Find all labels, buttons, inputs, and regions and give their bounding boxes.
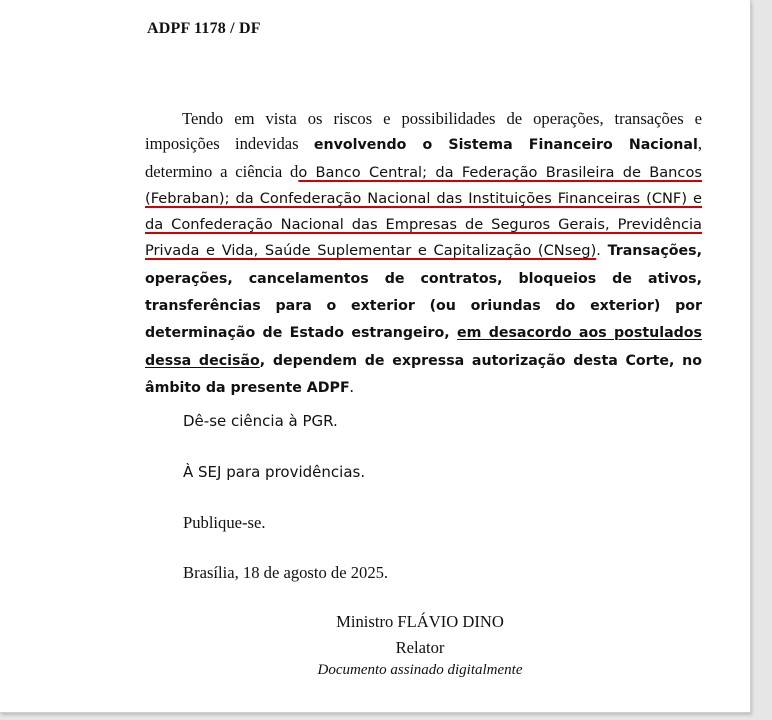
para-text-period: .	[596, 242, 608, 260]
closing-date: Brasília, 18 de agosto de 2025.	[183, 563, 389, 582]
para-text-transactions: Transações, operações, cancelamentos de contratos, bloqueios de ativos, transferências para o exterior (ou oriundas do exterior) por determinação de Estado estrangeiro,	[145, 243, 702, 342]
highlighted-institutions: o Banco Central; da Federação Brasileira de Bancos (Febraban); da Confederação Nacional das Instituições Financeiras (CNF) e da Confederação Nacional das Empresas de Seguros Gerais, Previdência Privada e Vida, Saúde Suplementar e Capitalização (CNseg)	[145, 163, 702, 260]
para-text-end: .	[349, 376, 354, 396]
closing-pgr: Dê-se ciência à PGR.	[183, 412, 338, 430]
closing-sej: À SEJ para providências.	[183, 463, 366, 481]
case-header: ADPF 1178 / DF	[147, 20, 261, 37]
closing-publique: Publique-se.	[183, 513, 266, 532]
para-text-intro: Tendo em vista os riscos e possibilidades de operações, transações e imposições indevidas	[145, 109, 702, 154]
signature-note: Documento assinado digitalmente	[317, 662, 523, 678]
signature-name: Ministro FLÁVIO DINO	[336, 612, 504, 631]
decision-paragraph	[145, 106, 702, 401]
para-text-desacordo: em desacordo aos postulados dessa decisão	[145, 325, 702, 369]
para-text-dependem: , dependem de expressa autorização desta Corte, no âmbito da presente ADPF	[145, 352, 702, 396]
signature-role: Relator	[395, 638, 445, 657]
para-text-sfn: envolvendo o Sistema Financeiro Nacional	[313, 137, 698, 154]
para-text-determino: , determino a ciência d	[145, 134, 703, 181]
